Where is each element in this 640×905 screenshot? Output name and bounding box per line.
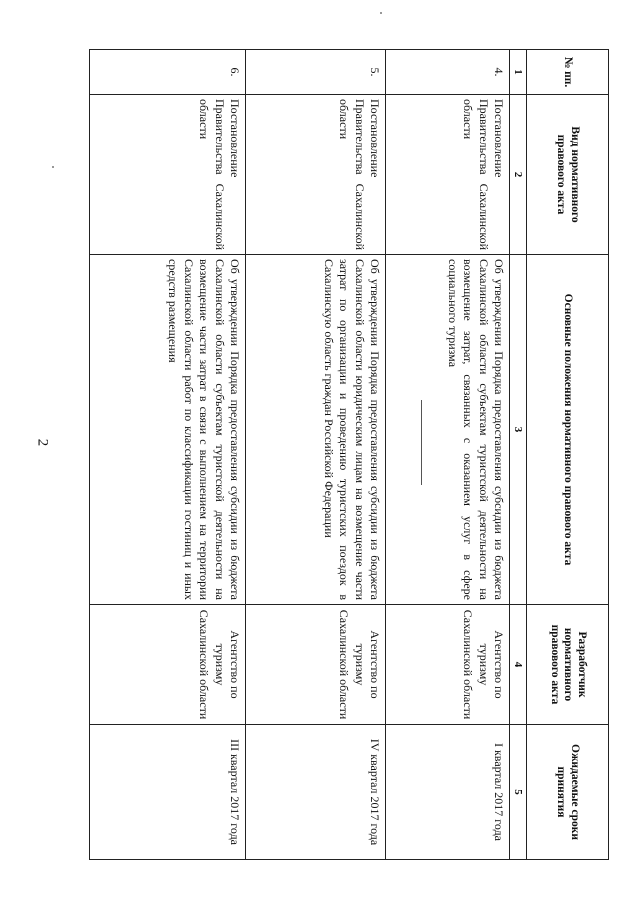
act-developer: Агентство по туризму Сахалинской области (385, 605, 509, 725)
table-row (90, 50, 246, 860)
header-deadline: Ожидаемые сроки принятия (527, 725, 609, 860)
header-developer: Разработчик нормативного правового акта (527, 605, 609, 725)
header-num: № пп. (527, 50, 609, 95)
regulatory-acts-table-container (89, 49, 609, 859)
header-provisions: Основные положения нормативного правового акта (527, 255, 609, 605)
header-row (527, 50, 609, 860)
act-deadline: I квартал 2017 года (385, 725, 509, 860)
act-developer: Агентство по туризму Сахалинской области (245, 605, 385, 725)
act-provisions: Об утверждении Порядка предоставления субсидии из бюджета Сахалинской области субъектам туристской деятельности на возмещение части затрат в связи с выполнением на территории Сахалинской области работ по классификации гостиниц и иных средств размещения (90, 255, 246, 605)
act-provisions: Об утверждении Порядка предоставления субсидии из бюджета Сахалинской области субъектам туристской деятельности на возмещение затрат, связанных с оказанием услуг в сфере социального туризма (385, 255, 509, 605)
row-number: 5. (245, 50, 385, 95)
act-type: Постановление Правительства Сахалинской области (90, 95, 246, 255)
scan-speck (52, 166, 54, 168)
header-type: Вид нормативного правового акта (527, 95, 609, 255)
page-number: 2 (34, 438, 51, 447)
row-number: 6. (90, 50, 246, 95)
column-number: 5 (509, 725, 526, 860)
regulatory-acts-table (89, 49, 609, 860)
row-number: 4. (385, 50, 509, 95)
table-row (245, 50, 385, 860)
act-provisions: Об утверждении Порядка предоставления субсидии из бюджета Сахалинской области юридическим лицам на возмещение части затрат по организации и проведению туристских поездок в Сахалинскую область граждан Российской Федерации (245, 255, 385, 605)
act-developer: Агентство по туризму Сахалинской области (90, 605, 246, 725)
column-number: 3 (509, 255, 526, 605)
act-type: Постановление Правительства Сахалинской области (245, 95, 385, 255)
table-row (385, 50, 509, 860)
act-deadline: III квартал 2017 года (90, 725, 246, 860)
act-type: Постановление Правительства Сахалинской области (385, 95, 509, 255)
column-number: 1 (509, 50, 526, 95)
act-deadline: IV квартал 2017 года (245, 725, 385, 860)
scan-speck (380, 12, 382, 14)
column-number-row (509, 50, 526, 860)
column-number: 2 (509, 95, 526, 255)
column-number: 4 (509, 605, 526, 725)
